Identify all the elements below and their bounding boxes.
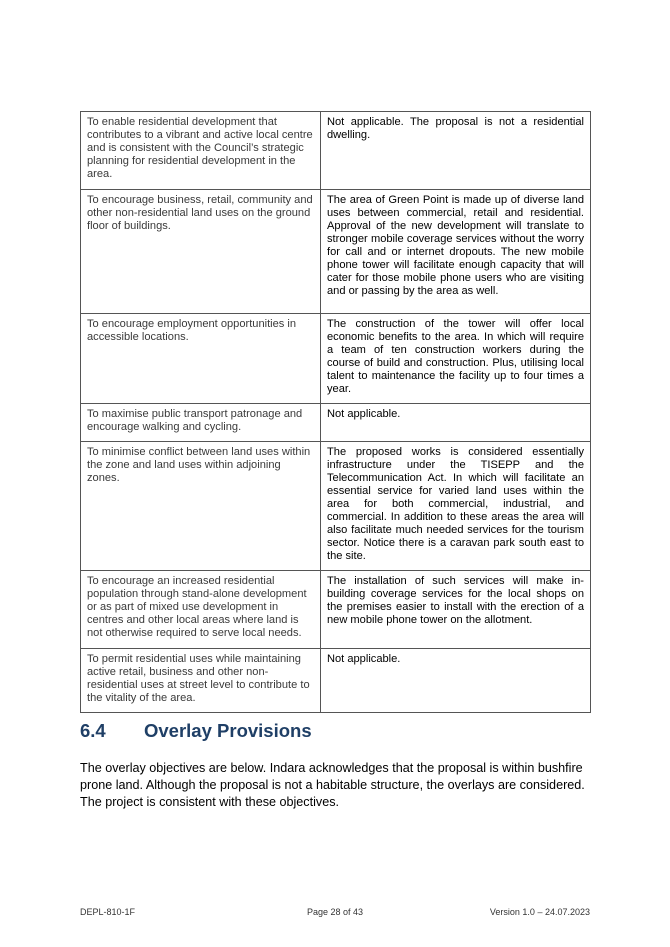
objective-cell: To encourage business, retail, community and other non-residential land uses on the ground floor of buildings. bbox=[81, 190, 321, 314]
response-cell: The construction of the tower will offer local economic benefits to the area. In which will require a team of ten construction workers during the course of build and construction. Plus, utilising local talent to maintenance the facility up to four times a year. bbox=[321, 314, 591, 404]
response-cell: Not applicable. The proposal is not a residential dwelling. bbox=[321, 112, 591, 190]
response-cell: The area of Green Point is made up of diverse land uses between commercial, retail and residential. Approval of the new development will translate to stronger mobile coverage services without the worry for call and or internet dropouts. The new mobile phone tower will facilitate enough capacity that will cater for those mobile phone users who are visiting and or passing by the area as well. bbox=[321, 190, 591, 314]
section-title: Overlay Provisions bbox=[144, 720, 312, 741]
footer-doc-code: DEPL-810-1F bbox=[80, 907, 136, 917]
objective-cell: To maximise public transport patronage and encourage walking and cycling. bbox=[81, 404, 321, 442]
objective-cell: To encourage an increased residential population through stand-alone development or as part of mixed use development in centres and other local areas where land is not otherwise required to serve local needs. bbox=[81, 571, 321, 649]
table-row bbox=[81, 190, 591, 314]
objective-cell: To permit residential uses while maintaining active retail, business and other non-residential uses at street level to contribute to the vitality of the area. bbox=[81, 649, 321, 713]
section-body: The overlay objectives are below. Indara acknowledges that the proposal is within bushfire prone land. Although the proposal is not a habitable structure, the overlays are considered. The project is consistent with these objectives. bbox=[80, 761, 585, 809]
response-cell: The installation of such services will make in-building coverage services for the local shops on the premises easier to install with the erection of a new mobile phone tower on the allotment. bbox=[321, 571, 591, 649]
objective-cell: To enable residential development that contributes to a vibrant and active local centre and is consistent with the Council’s strategic planning for residential development in the area. bbox=[81, 112, 321, 190]
table-row bbox=[81, 442, 591, 571]
section-heading bbox=[80, 720, 312, 742]
objectives-table bbox=[80, 111, 591, 713]
response-cell: Not applicable. bbox=[321, 649, 591, 713]
response-cell: Not applicable. bbox=[321, 404, 591, 442]
footer-version: Version 1.0 – 24.07.2023 bbox=[489, 907, 590, 917]
response-cell: The proposed works is considered essentially infrastructure under the TISEPP and the Telecommunication Act. In which will facilitate an essential service for varied land uses within the area for both commercial, industrial, and commercial. In addition to these areas the area will also facilitate much needed services for the tourism sector. Notice there is a caravan park south east to the site. bbox=[321, 442, 591, 571]
footer-page-number: Page 28 of 43 bbox=[306, 907, 364, 917]
objective-cell: To encourage employment opportunities in accessible locations. bbox=[81, 314, 321, 404]
objective-cell: To minimise conflict between land uses within the zone and land uses within adjoining zones. bbox=[81, 442, 321, 571]
table-row bbox=[81, 571, 591, 649]
table-row bbox=[81, 404, 591, 442]
table-row bbox=[81, 649, 591, 713]
table-row bbox=[81, 314, 591, 404]
section-number: 6.4 bbox=[80, 720, 106, 741]
table-row bbox=[81, 112, 591, 190]
